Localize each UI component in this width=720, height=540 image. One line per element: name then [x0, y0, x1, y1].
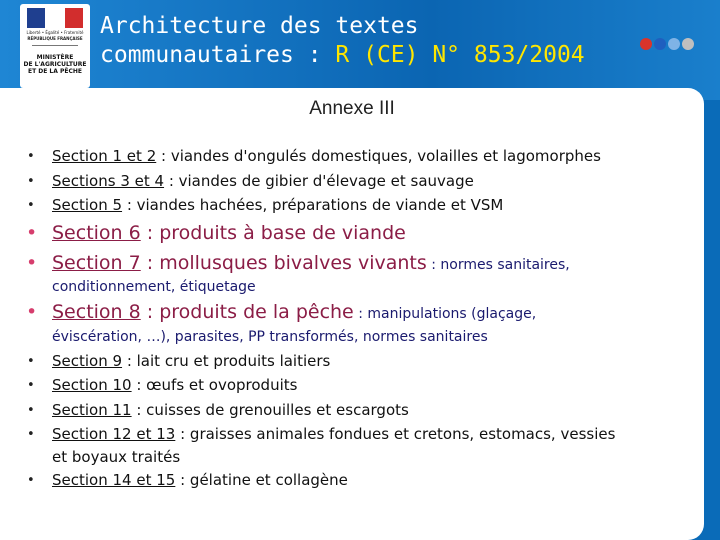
list-item: Section 10 : œufs et ovoproduits — [52, 376, 298, 394]
item-note: : normes sanitaires, — [426, 257, 570, 273]
slide-title — [100, 12, 585, 70]
bullet-icon: • — [27, 427, 35, 442]
section-label: Section 11 — [52, 401, 132, 419]
list-item: Sections 3 et 4 : viandes de gibier d'élevage et sauvage — [52, 172, 474, 190]
list-item: Section 5 : viandes hachées, préparations de viande et VSM — [52, 196, 504, 214]
title-line-2: communautaires : — [100, 42, 336, 68]
accent-dot — [640, 38, 652, 50]
logo-ministry: MINISTÈRE DE L'AGRICULTURE ET DE LA PÊCHE — [23, 54, 87, 75]
ministry-logo — [20, 4, 90, 88]
section-label: Section 7 — [52, 252, 141, 274]
section-label: Section 5 — [52, 196, 123, 214]
list-item: Section 6 : produits à base de viande — [52, 222, 406, 244]
logo-motto: Liberté • Égalité • Fraternité — [26, 30, 84, 35]
french-flag-icon — [27, 8, 83, 28]
list-item: Section 9 : lait cru et produits laitiers — [52, 352, 331, 370]
section-label: Sections 3 et 4 — [52, 172, 165, 190]
accent-dot — [682, 38, 694, 50]
section-label: Section 1 et 2 — [52, 147, 157, 165]
list-item: Section 11 : cuisses de grenouilles et escargots — [52, 401, 409, 419]
bullet-icon: • — [27, 403, 35, 418]
subtitle: Annexe III — [309, 98, 395, 119]
bullet-icon: • — [27, 174, 35, 189]
bullet-icon: • — [27, 378, 35, 393]
section-label: Section 12 et 13 — [52, 425, 176, 443]
bullet-icon: • — [27, 473, 35, 488]
logo-divider — [32, 45, 78, 46]
list-item: Section 8 : produits de la pêche : manipulations (glaçage, — [52, 301, 537, 323]
bullet-icon: • — [26, 222, 38, 244]
item-continuation: conditionnement, étiquetage — [52, 279, 256, 295]
list-item: Section 1 et 2 : viandes d'ongulés domestiques, volailles et lagomorphes — [52, 147, 601, 165]
accent-dot — [668, 38, 680, 50]
list-item: Section 14 et 15 : gélatine et collagène — [52, 471, 348, 489]
logo-republic: RÉPUBLIQUE FRANÇAISE — [27, 36, 83, 41]
bullet-icon: • — [27, 354, 35, 369]
regulation-reference: R (CE) N° 853/2004 — [335, 42, 585, 68]
bullet-icon: • — [27, 149, 35, 164]
bullet-icon: • — [26, 301, 38, 323]
list-item: Section 7 : mollusques bivalves vivants : normes sanitaires, — [52, 252, 570, 274]
item-note: : manipulations (glaçage, — [353, 306, 537, 322]
section-label: Section 14 et 15 — [52, 471, 176, 489]
item-continuation: et boyaux traités — [52, 448, 181, 466]
section-label: Section 10 — [52, 376, 132, 394]
section-label: Section 9 — [52, 352, 123, 370]
section-label: Section 8 — [52, 301, 141, 323]
list-item: Section 12 et 13 : graisses animales fondues et cretons, estomacs, vessies — [52, 425, 616, 443]
title-line-1: Architecture des textes — [100, 13, 419, 39]
bullet-icon: • — [26, 252, 38, 274]
section-label: Section 6 — [52, 222, 141, 244]
accent-dot — [654, 38, 666, 50]
item-continuation: éviscération, …), parasites, PP transformés, normes sanitaires — [52, 329, 488, 345]
bullet-icon: • — [27, 198, 35, 213]
